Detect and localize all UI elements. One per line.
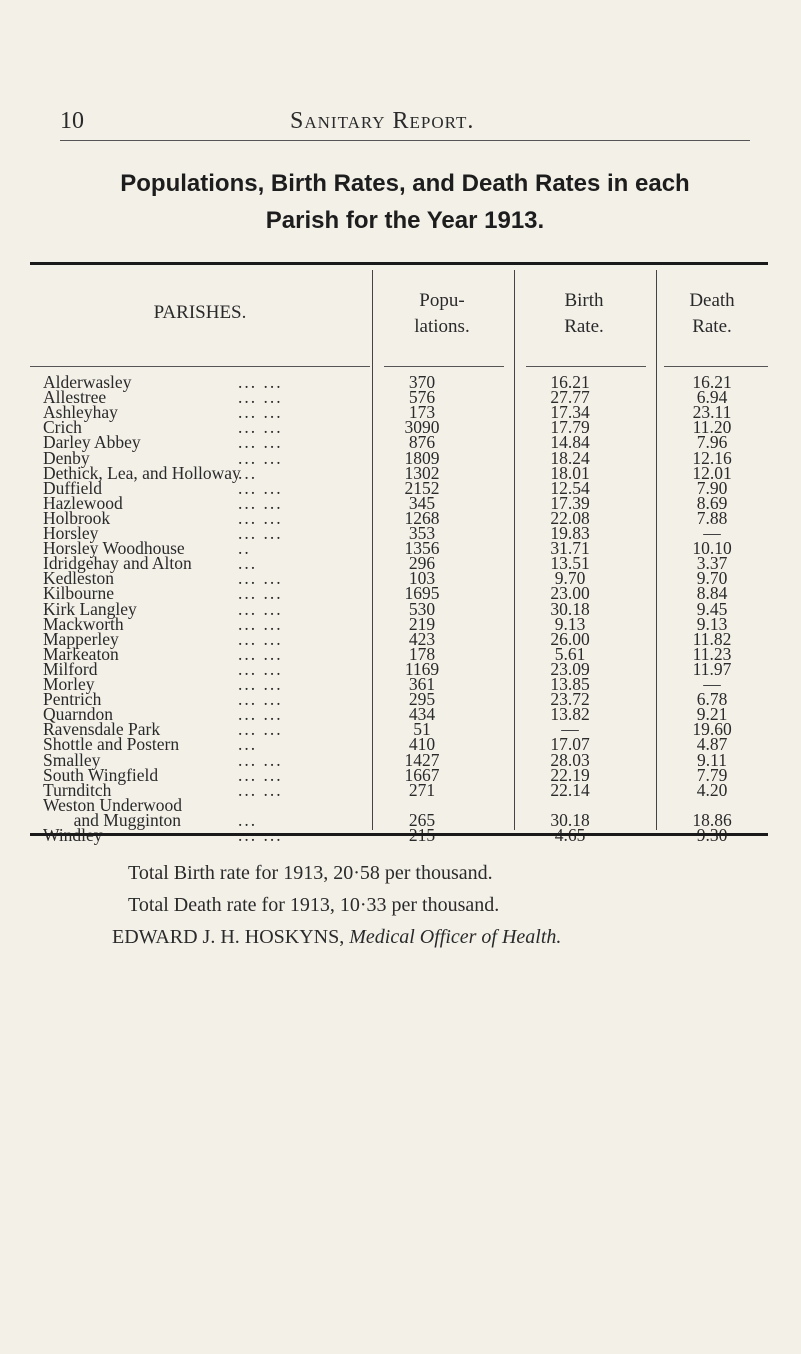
population-cell: 1169 — [404, 658, 440, 679]
birth-rate-cell: 30.18 — [550, 598, 590, 619]
death-rate-cell: 4.20 — [696, 779, 728, 800]
total-death-rate-note — [128, 894, 801, 917]
parish-name: Hazlewood — [43, 492, 123, 513]
leader-dots: ... ... — [238, 447, 283, 468]
population-cell: 103 — [408, 568, 436, 589]
column-header-populations — [372, 288, 512, 340]
death-rate-cell: 3.37 — [696, 553, 728, 574]
leader-dots: ... ... — [238, 704, 283, 725]
leader-dots: ... — [238, 734, 258, 755]
leader-dots: ... ... — [238, 477, 283, 498]
death-rate-cell: 7.96 — [696, 432, 728, 453]
parish-name: Quarndon — [43, 704, 113, 725]
birth-rate-cell: 17.07 — [550, 734, 590, 755]
birth-rate-cell: 9.70 — [554, 568, 586, 589]
parish-name: South Wingfield — [43, 764, 159, 785]
leader-dots: ... ... — [238, 719, 283, 740]
parish-name: Denby — [43, 447, 90, 468]
leader-dots: ... ... — [238, 568, 283, 589]
column-header-death-rate — [656, 288, 768, 340]
column-header-birth-rate — [514, 288, 654, 340]
header-rule — [60, 140, 750, 141]
birth-rate-cell: 27.77 — [550, 387, 590, 408]
death-rate-cell: 6.94 — [696, 387, 728, 408]
column-header-populations-line2: lations. — [414, 316, 470, 337]
parish-rates-table — [30, 262, 768, 836]
parish-name: Holbrook — [43, 507, 111, 528]
leader-dots: ... ... — [238, 613, 283, 634]
population-cell: 265 — [408, 809, 436, 830]
parish-name: Smalley — [43, 749, 101, 770]
leader-dots: ... ... — [238, 643, 283, 664]
total-death-rate-text: Total Death rate for 1913, 10·33 per thousand. — [128, 894, 500, 916]
birth-rate-cell: 14.84 — [550, 432, 590, 453]
death-rate-cell: 7.90 — [696, 477, 728, 498]
birth-rate-cell: 12.54 — [550, 477, 590, 498]
birth-rate-cell: 17.34 — [550, 402, 590, 423]
parish-name: Shottle and Postern — [43, 734, 180, 755]
parish-name: Ravensdale Park — [43, 719, 161, 740]
parish-name: Morley — [43, 674, 95, 694]
leader-dots: ... ... — [238, 674, 283, 694]
parish-name: Pentrich — [43, 689, 102, 710]
parish-name: Ashleyhay — [43, 402, 118, 423]
running-title: Sanitary Report. — [290, 108, 475, 134]
death-rate-cell: 11.97 — [692, 658, 732, 679]
population-cell: 1809 — [404, 447, 440, 468]
population-cell: 370 — [408, 372, 436, 392]
header-rule-populations — [384, 366, 504, 367]
leader-dots: ... ... — [238, 598, 283, 619]
birth-rate-cell: 22.19 — [550, 764, 590, 785]
birth-rate-cell: 22.14 — [550, 779, 590, 800]
population-cell: 1667 — [404, 764, 440, 785]
leader-dots: ... ... — [238, 583, 283, 604]
parish-name: Mapperley — [43, 628, 119, 649]
population-cell: 2152 — [404, 477, 440, 498]
birth-rate-cell: 17.39 — [550, 492, 590, 513]
death-rate-cell: 11.82 — [692, 628, 732, 649]
parish-name: Allestree — [43, 387, 107, 408]
parish-name: and Mugginton — [43, 809, 182, 830]
birth-rate-cell: 23.09 — [550, 658, 590, 679]
death-rate-cell: 7.79 — [696, 764, 728, 785]
population-cell: 219 — [408, 613, 436, 634]
birth-rate-cell: 22.08 — [550, 507, 590, 528]
header-rule-birth — [526, 366, 646, 367]
birth-rate-cell: 23.00 — [550, 583, 590, 604]
leader-dots: ... ... — [238, 372, 283, 392]
parish-name: Mackworth — [43, 613, 124, 634]
population-cell: 1695 — [404, 583, 440, 604]
parish-name: Duffield — [43, 477, 102, 498]
parish-name: Horsley Woodhouse — [43, 538, 185, 559]
death-rate-cell: 9.11 — [697, 749, 727, 770]
signature-name: EDWARD J. H. HOSKYNS, — [112, 926, 345, 948]
column-header-death-line1: Death — [689, 290, 735, 311]
birth-rate-cell: 13.85 — [550, 674, 590, 694]
leader-dots: ... ... — [238, 779, 283, 800]
column-header-parishes: PARISHES. — [153, 302, 247, 323]
population-cell: 1302 — [404, 462, 440, 483]
death-rate-cell: 8.69 — [696, 492, 728, 513]
population-cell: 1268 — [404, 507, 440, 528]
parish-name: Darley Abbey — [43, 432, 141, 453]
population-cell: 576 — [408, 387, 436, 408]
population-cell: 423 — [408, 628, 436, 649]
birth-rate-cell: 31.71 — [550, 538, 590, 559]
death-rate-cell: 4.87 — [696, 734, 728, 755]
death-rate-cell: 16.21 — [692, 372, 732, 392]
death-rate-cell: 9.45 — [696, 598, 728, 619]
birth-rate-cell: 9.13 — [554, 613, 586, 634]
leader-dots: ... ... — [238, 417, 283, 438]
population-cell: 271 — [408, 779, 436, 800]
parish-name: Dethick, Lea, and Holloway — [43, 462, 241, 483]
signature-title: Medical Officer of Health. — [349, 926, 562, 948]
leader-dots: ... — [238, 809, 258, 830]
leader-dots: ... ... — [238, 749, 283, 770]
column-header-birth-line2: Rate. — [564, 316, 604, 337]
birth-rate-cell: 18.24 — [550, 447, 590, 468]
leader-dots: ... ... — [238, 507, 283, 528]
death-rate-cell: 6.78 — [696, 689, 728, 710]
table-bottom-rule — [30, 833, 768, 836]
page-number: 10 — [60, 108, 84, 134]
header-rule-death — [664, 366, 768, 367]
population-cell: 173 — [408, 402, 436, 423]
column-header-populations-line1: Popu- — [419, 290, 465, 311]
birth-rate-cell: 5.61 — [554, 643, 586, 664]
header-rule-parishes — [30, 366, 370, 367]
parish-name: Milford — [43, 658, 98, 679]
parish-name: Idridgehay and Alton — [43, 553, 192, 574]
parish-name: Turnditch — [43, 779, 112, 800]
population-cell: 876 — [408, 432, 436, 453]
death-rate-cell: 19.60 — [692, 719, 732, 740]
population-cell: 345 — [408, 492, 436, 513]
death-rate-cell: 18.86 — [692, 809, 732, 830]
running-head — [60, 108, 750, 138]
death-rate-cell: 8.84 — [696, 583, 728, 604]
population-cell: 1427 — [404, 749, 440, 770]
population-cell: 3090 — [404, 417, 440, 438]
column-header-death-line2: Rate. — [692, 316, 732, 337]
birth-rate-cell: 30.18 — [550, 809, 590, 830]
birth-rate-cell: 26.00 — [550, 628, 590, 649]
birth-rate-cell: 13.51 — [550, 553, 590, 574]
birth-rate-cell: 13.82 — [550, 704, 590, 725]
birth-rate-cell: 28.03 — [550, 749, 590, 770]
signature-line — [112, 926, 801, 949]
total-birth-rate-note — [128, 862, 801, 885]
parish-name: Kedleston — [43, 568, 114, 589]
birth-rate-cell: 16.21 — [550, 372, 590, 392]
population-cell: 530 — [408, 598, 436, 619]
death-rate-cell: 7.88 — [696, 507, 728, 528]
parish-name: Markeaton — [43, 643, 119, 664]
death-rate-cell: 12.16 — [692, 447, 732, 468]
table-heading-line-2: Parish for the Year 1913. — [265, 207, 545, 234]
death-rate-cell: 9.21 — [696, 704, 728, 725]
leader-dots: ... ... — [238, 628, 283, 649]
leader-dots: ... ... — [238, 658, 283, 679]
table-top-rule — [30, 262, 768, 265]
leader-dots: ... — [238, 462, 258, 483]
birth-rate-cell: — — [561, 719, 579, 740]
total-birth-rate-text: Total Birth rate for 1913, 20·58 per thousand. — [128, 862, 493, 884]
leader-dots: ... ... — [238, 387, 283, 408]
column-header-birth-line1: Birth — [564, 290, 604, 311]
parish-name: Kirk Langley — [43, 598, 137, 619]
population-cell: 353 — [408, 523, 436, 543]
population-cell: 361 — [408, 674, 436, 694]
leader-dots: ... ... — [238, 432, 283, 453]
population-cell: 1356 — [404, 538, 440, 559]
death-rate-cell: 11.20 — [692, 417, 732, 438]
leader-dots: ... ... — [238, 523, 283, 543]
birth-rate-cell: 23.72 — [550, 689, 590, 710]
parish-name: Weston Underwood — [43, 794, 183, 815]
population-cell: 295 — [408, 689, 436, 710]
birth-rate-cell: 19.83 — [550, 523, 590, 543]
leader-dots: ... ... — [238, 764, 283, 785]
population-cell: 434 — [408, 704, 436, 725]
leader-dots: ... — [238, 553, 258, 574]
population-cell: 410 — [408, 734, 436, 755]
death-rate-cell: 23.11 — [692, 402, 732, 423]
birth-rate-cell: 18.01 — [550, 462, 590, 483]
leader-dots: ... ... — [238, 689, 283, 710]
birth-rate-cell: 17.79 — [550, 417, 590, 438]
death-rate-cell: — — [703, 674, 721, 694]
death-rate-cell: 12.01 — [692, 462, 732, 483]
death-rate-cell: 9.13 — [696, 613, 728, 634]
death-rate-cell: 11.23 — [692, 643, 732, 664]
death-rate-cell: 10.10 — [692, 538, 732, 559]
parish-name: Crich — [43, 417, 82, 438]
leader-dots: .. — [238, 538, 251, 559]
population-cell: 51 — [413, 719, 431, 740]
death-rate-cell: — — [703, 523, 721, 543]
parish-name: Horsley — [43, 523, 99, 543]
population-cell: 296 — [408, 553, 436, 574]
parish-name: Alderwasley — [43, 372, 132, 392]
table-heading-line-1: Populations, Birth Rates, and Death Rates in each — [120, 170, 690, 197]
population-cell: 178 — [408, 643, 436, 664]
leader-dots: ... ... — [238, 492, 283, 513]
leader-dots: ... ... — [238, 402, 283, 423]
death-rate-cell: 9.70 — [696, 568, 728, 589]
parish-name: Kilbourne — [43, 583, 114, 604]
